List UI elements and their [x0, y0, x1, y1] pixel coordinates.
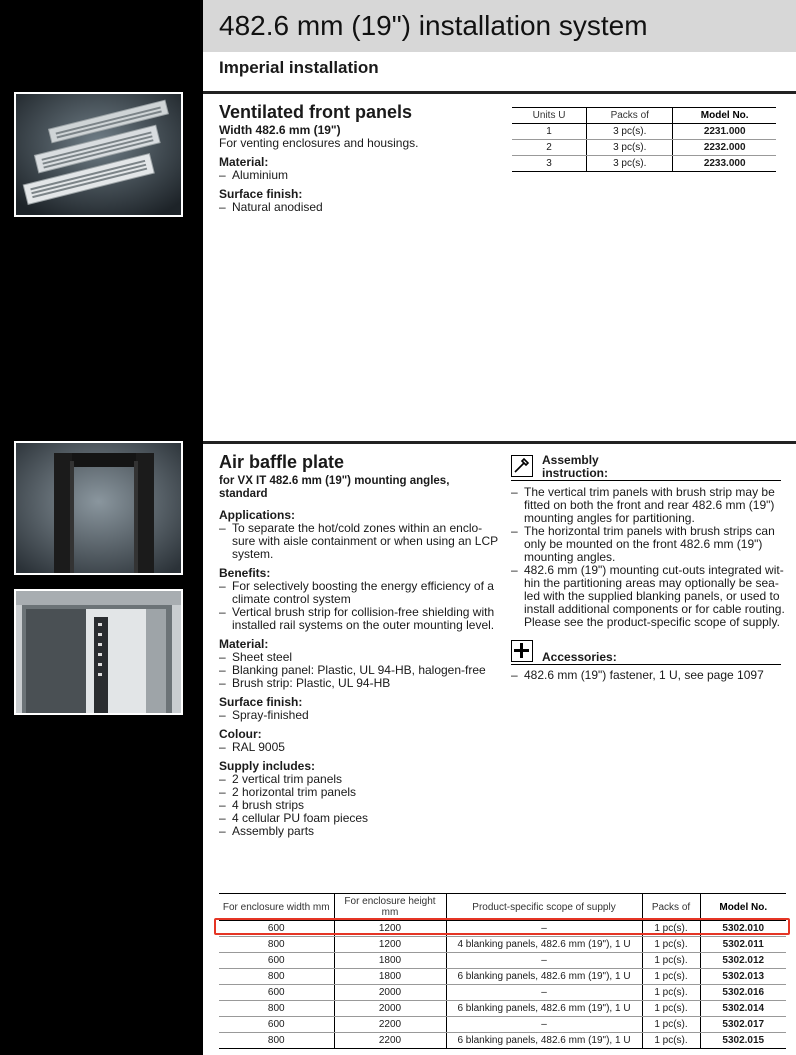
cell-packs: 1 pc(s). [642, 1017, 700, 1033]
baffle-description [219, 503, 499, 838]
vent-finish-item: – Natural anodised [219, 201, 499, 214]
supply-item: – Assembly parts [219, 825, 499, 838]
cell-width: 800 [219, 937, 334, 953]
accessories-list [511, 669, 786, 682]
vent-finish-label: Surface finish: [219, 187, 303, 201]
cell-packs: 1 pc(s). [642, 1001, 700, 1017]
table-row [219, 953, 786, 969]
cell-width: 600 [219, 1017, 334, 1033]
cell-model: 5302.010 [700, 921, 786, 937]
col-model: Model No. [700, 894, 786, 921]
section-divider [203, 441, 796, 444]
benefits-item: – For selectively boosting the energy efficiency of a climate control system [219, 580, 499, 606]
cell-units: 1 [512, 124, 587, 140]
cell-model: 2231.000 [673, 124, 776, 140]
cell-width: 600 [219, 953, 334, 969]
material-item: – Sheet steel [219, 651, 499, 664]
cell-model: 5302.016 [700, 985, 786, 1001]
cell-packs: 1 pc(s). [642, 969, 700, 985]
vent-model-table [512, 107, 776, 172]
colour-item: – RAL 9005 [219, 741, 499, 754]
col-model: Model No. [673, 108, 776, 124]
baffle-title: Air baffle plate [219, 452, 345, 472]
cell-scope: – [446, 953, 642, 969]
cell-scope: 6 blanking panels, 482.6 mm (19"), 1 U [446, 1001, 642, 1017]
material-item: – Brush strip: Plastic, UL 94-HB [219, 677, 499, 690]
cell-width: 600 [219, 921, 334, 937]
col-height: For enclosure height mm [334, 894, 446, 921]
divider [511, 480, 781, 481]
cell-packs: 1 pc(s). [642, 921, 700, 937]
cell-packs: 3 pc(s). [587, 156, 673, 172]
colour-label: Colour: [219, 727, 262, 741]
cell-model: 2233.000 [673, 156, 776, 172]
supply-item: – 4 cellular PU foam pieces [219, 812, 499, 825]
cell-height: 1200 [334, 921, 446, 937]
baffle-model-table [219, 893, 786, 1049]
table-row [219, 1001, 786, 1017]
cell-model: 5302.015 [700, 1033, 786, 1049]
accessories-label: Accessories: [542, 650, 617, 664]
supply-item: – 2 horizontal trim panels [219, 786, 499, 799]
assembly-item: – 482.6 mm (19") mounting cut-outs integrated wit-hin the partitioning areas may optionally be sea-led with the supplied blanking panels, or used to install additional components or for cable routing. Please see the product-specific scope of supply. [511, 564, 786, 629]
cell-model: 5302.012 [700, 953, 786, 969]
cell-height: 1200 [334, 937, 446, 953]
table-row [219, 985, 786, 1001]
page-subtitle: Imperial installation [219, 58, 379, 77]
benefits-item: – Vertical brush strip for collision-free shielding with installed rail systems on the outer mounting level. [219, 606, 499, 632]
assembly-item: – The vertical trim panels with brush strip may be fitted on both the front and rear 482.6 mm (19") mounting angles for partitioning. [511, 486, 786, 525]
cell-scope: – [446, 921, 642, 937]
plus-icon [511, 640, 533, 662]
cell-units: 2 [512, 140, 587, 156]
cell-width: 800 [219, 1033, 334, 1049]
vent-panel-image [14, 92, 183, 217]
cell-height: 1800 [334, 953, 446, 969]
cell-packs: 1 pc(s). [642, 953, 700, 969]
cell-packs: 1 pc(s). [642, 985, 700, 1001]
cell-height: 2000 [334, 985, 446, 1001]
highlighted-row-outline [214, 918, 790, 935]
material-label: Material: [219, 637, 269, 651]
cell-width: 800 [219, 969, 334, 985]
table-row [512, 124, 776, 140]
cell-packs: 1 pc(s). [642, 1033, 700, 1049]
assembly-list [511, 486, 786, 629]
cell-scope: 6 blanking panels, 482.6 mm (19"), 1 U [446, 969, 642, 985]
applications-label: Applications: [219, 508, 296, 522]
vent-description [219, 124, 499, 214]
supply-item: – 4 brush strips [219, 799, 499, 812]
finish-item: – Spray-finished [219, 709, 499, 722]
cell-model: 2232.000 [673, 140, 776, 156]
benefits-label: Benefits: [219, 566, 271, 580]
page-title: 482.6 mm (19") installation system [219, 10, 648, 41]
col-packs: Packs of [642, 894, 700, 921]
divider [511, 664, 781, 665]
finish-label: Surface finish: [219, 695, 303, 709]
section-divider [203, 91, 796, 94]
table-row [512, 156, 776, 172]
col-width: For enclosure width mm [219, 894, 334, 921]
cell-units: 3 [512, 156, 587, 172]
applications-item: – To separate the hot/cold zones within an enclo-sure with aisle containment or when using an LCP system. [219, 522, 499, 561]
cell-height: 2200 [334, 1033, 446, 1049]
col-packs: Packs of [587, 108, 673, 124]
cell-scope: 6 blanking panels, 482.6 mm (19"), 1 U [446, 1033, 642, 1049]
vent-material-item: – Aluminium [219, 169, 499, 182]
baffle-installed-image [14, 589, 183, 715]
col-units: Units U [512, 108, 587, 124]
cell-height: 1800 [334, 969, 446, 985]
table-row [219, 937, 786, 953]
vent-title: Ventilated front panels [219, 102, 413, 122]
vent-material-label: Material: [219, 155, 269, 169]
vent-desc: For venting enclosures and housings. [219, 136, 419, 150]
cell-model: 5302.017 [700, 1017, 786, 1033]
cell-scope: 4 blanking panels, 482.6 mm (19"), 1 U [446, 937, 642, 953]
baffle-for-text: for VX IT 482.6 mm (19") mounting angles, standard [219, 475, 450, 500]
assembly-item: – The horizontal trim panels with brush strips can only be mounted on the front 482.6 mm (19") mounting angles. [511, 525, 786, 564]
col-scope: Product-specific scope of supply [446, 894, 642, 921]
cell-scope: – [446, 985, 642, 1001]
cell-packs: 3 pc(s). [587, 140, 673, 156]
assembly-icon [511, 455, 533, 477]
cell-height: 2200 [334, 1017, 446, 1033]
cell-packs: 3 pc(s). [587, 124, 673, 140]
material-item: – Blanking panel: Plastic, UL 94-HB, halogen-free [219, 664, 499, 677]
cell-width: 800 [219, 1001, 334, 1017]
table-row [512, 140, 776, 156]
accessories-item: – 482.6 mm (19") fastener, 1 U, see page 1097 [511, 669, 786, 682]
vent-width: Width 482.6 mm (19") [219, 123, 341, 137]
baffle-frame-image [14, 441, 183, 575]
supply-label: Supply includes: [219, 759, 316, 773]
cell-model: 5302.011 [700, 937, 786, 953]
cell-packs: 1 pc(s). [642, 937, 700, 953]
cell-model: 5302.013 [700, 969, 786, 985]
table-row [219, 969, 786, 985]
assembly-label: Assembly instruction: [542, 453, 608, 480]
cell-scope: – [446, 1017, 642, 1033]
supply-item: – 2 vertical trim panels [219, 773, 499, 786]
table-row [219, 1033, 786, 1049]
cell-model: 5302.014 [700, 1001, 786, 1017]
cell-height: 2000 [334, 1001, 446, 1017]
table-row [219, 1017, 786, 1033]
cell-width: 600 [219, 985, 334, 1001]
